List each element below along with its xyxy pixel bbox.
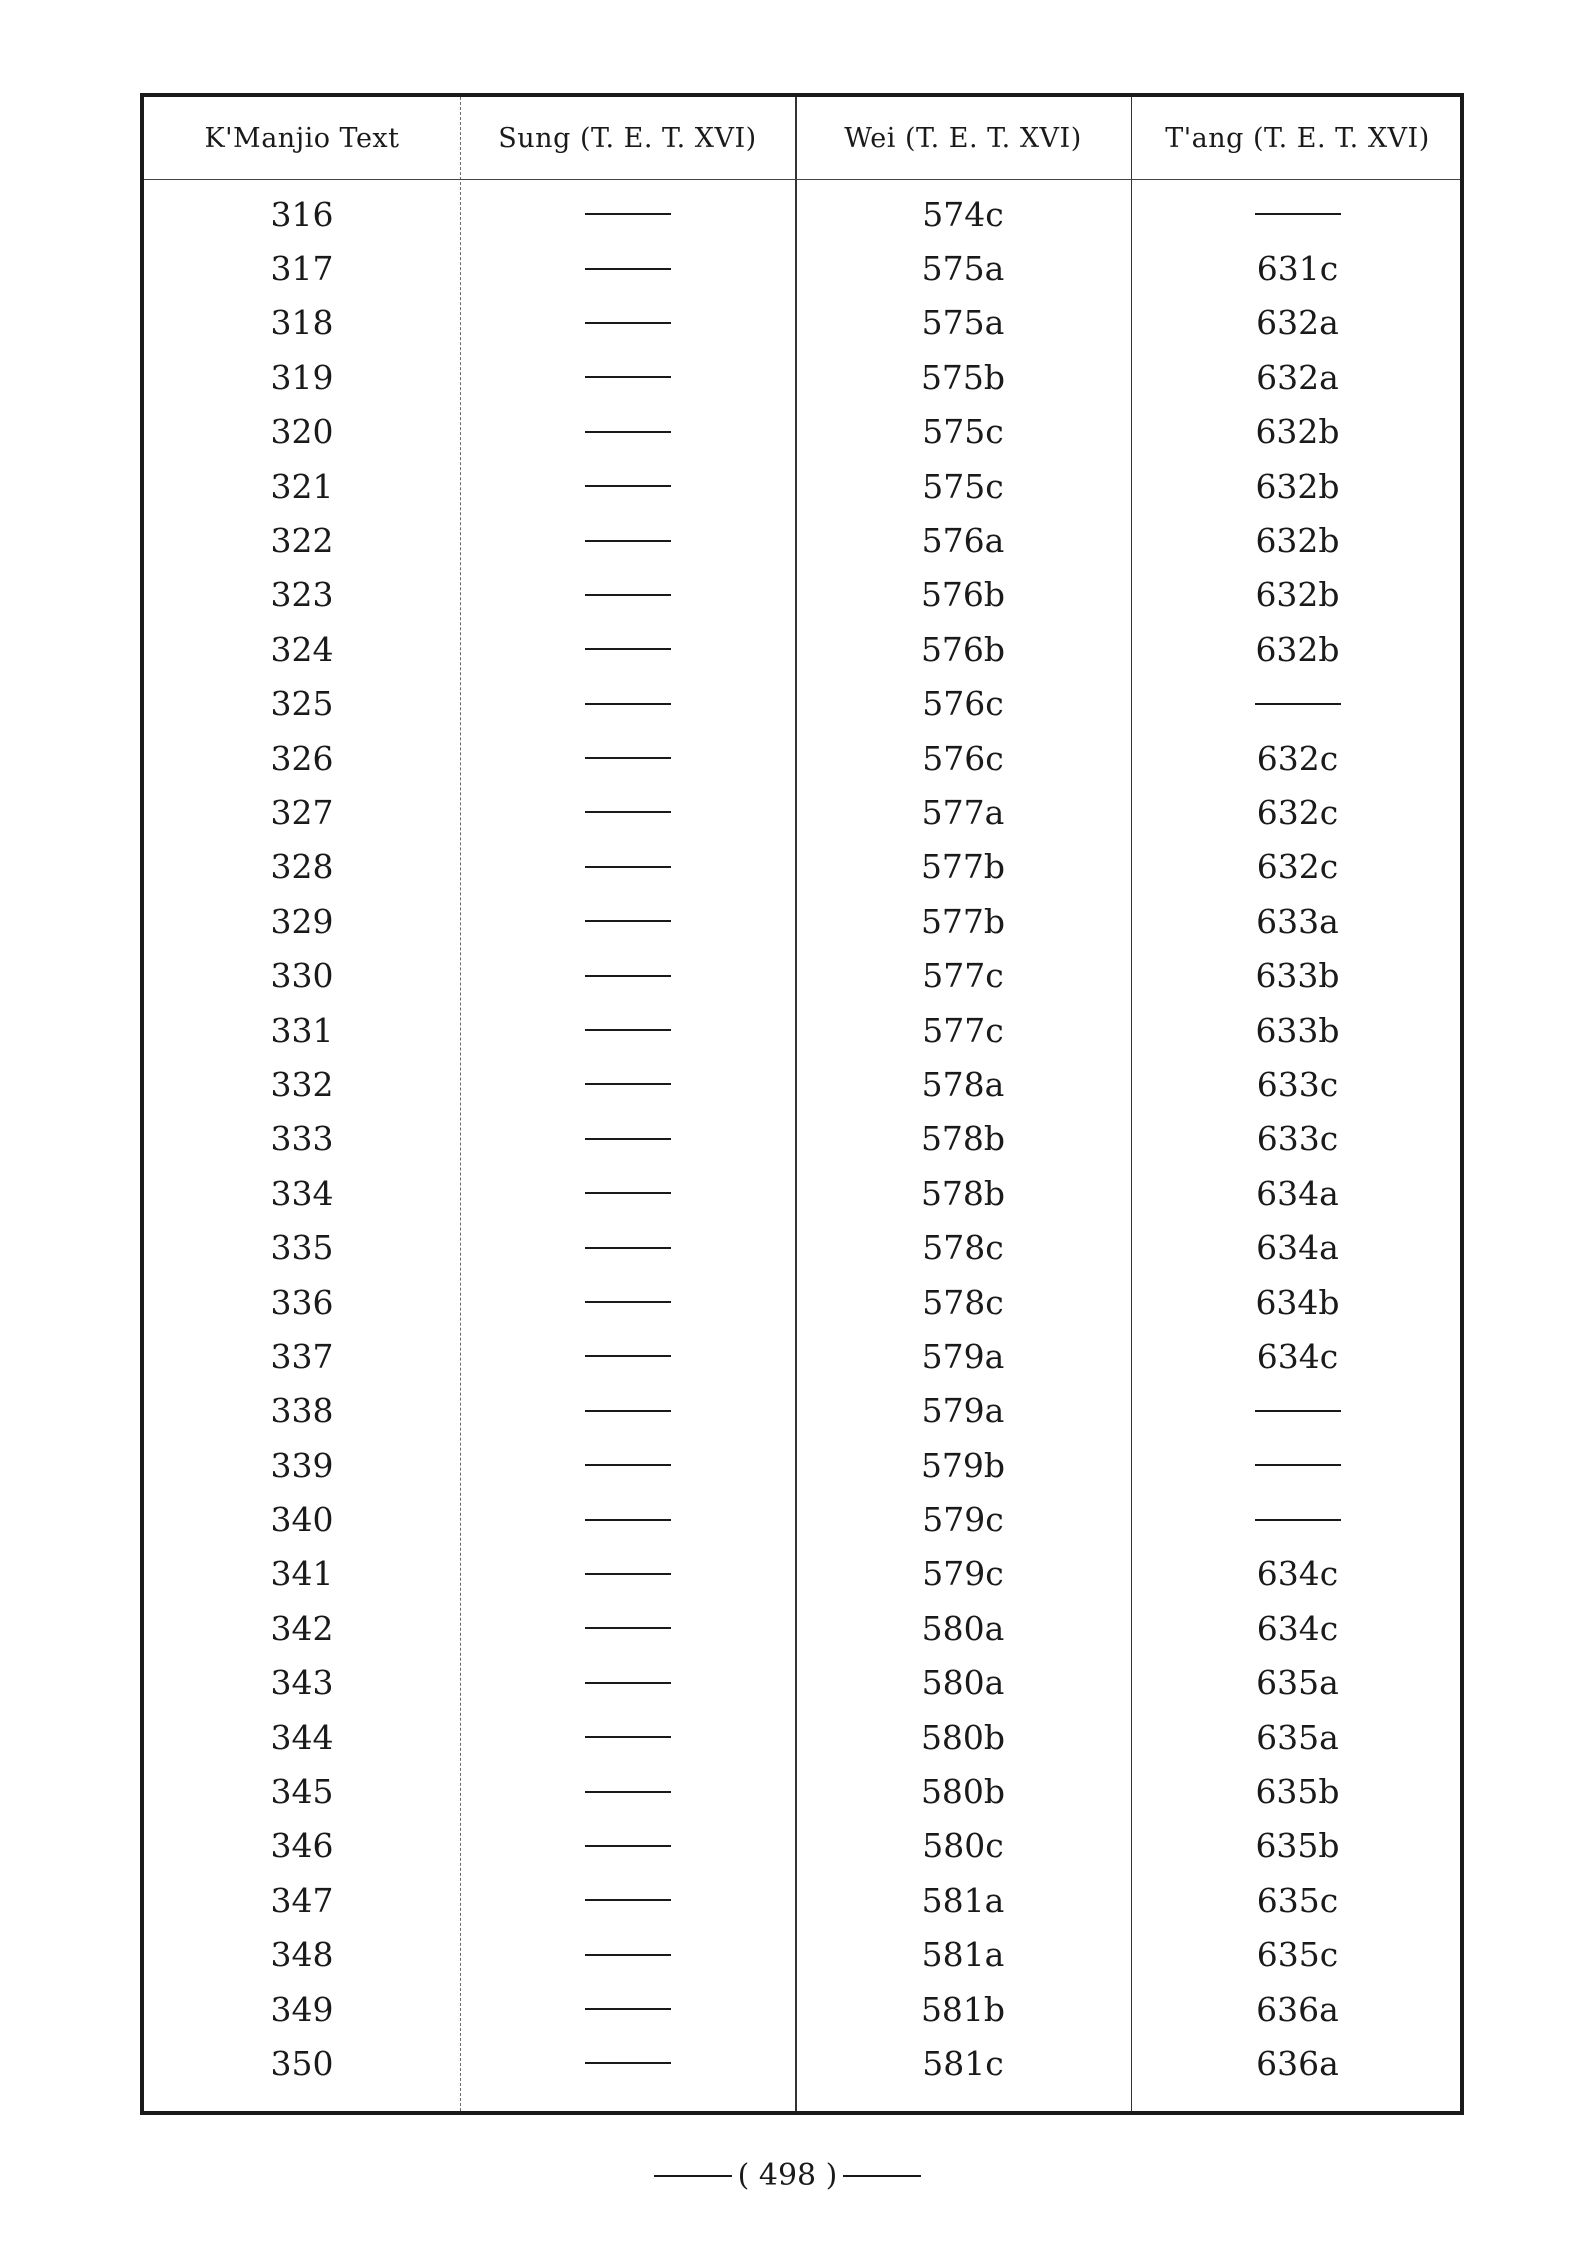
- cell-tang: 635c: [1256, 1935, 1339, 1975]
- cell-tang: 632a: [1256, 303, 1339, 343]
- cell-manjio: 324: [270, 629, 334, 669]
- cell-wei: 578b: [920, 1119, 1006, 1159]
- empty-dash: [585, 322, 671, 324]
- table-row: [144, 1329, 1460, 1383]
- table-row: [144, 948, 1460, 1002]
- cell-tang: 632b: [1255, 575, 1340, 615]
- table-row: [144, 1220, 1460, 1274]
- cell-tang: 635c: [1256, 1880, 1339, 1920]
- table-row: [144, 1438, 1460, 1492]
- cell-tang: 635b: [1255, 1772, 1340, 1812]
- cell-tang: 632b: [1255, 466, 1340, 506]
- empty-dash: [585, 1247, 671, 1249]
- cell-sung: [460, 894, 795, 948]
- empty-dash: [585, 811, 671, 813]
- cell-sung: [460, 622, 795, 676]
- cell-sung: [460, 677, 795, 731]
- cell-wei: 576a: [921, 521, 1005, 561]
- cell-manjio: 331: [270, 1010, 334, 1050]
- empty-dash: [585, 1791, 671, 1793]
- cell-wei: 577b: [920, 901, 1006, 941]
- empty-dash: [585, 648, 671, 650]
- cell-wei: 580b: [920, 1772, 1006, 1812]
- footer-rule-left: [654, 2175, 732, 2177]
- concordance-table: [140, 93, 1464, 2115]
- cell-manjio: 329: [270, 901, 334, 941]
- cell-tang: 635a: [1256, 1717, 1339, 1757]
- cell-tang: 634a: [1256, 1173, 1339, 1213]
- cell-sung: [460, 948, 795, 1002]
- empty-dash: [585, 1355, 671, 1357]
- cell-sung: [460, 459, 795, 513]
- cell-manjio: 349: [270, 1989, 334, 2029]
- empty-dash: [585, 1192, 671, 1194]
- cell-manjio: 345: [270, 1772, 334, 1812]
- empty-dash: [585, 540, 671, 542]
- cell-manjio: 342: [270, 1608, 334, 1648]
- table-row: [144, 1492, 1460, 1546]
- cell-sung: [460, 1656, 795, 1710]
- cell-tang: 635b: [1255, 1826, 1340, 1866]
- cell-wei: 578c: [922, 1228, 1004, 1268]
- table-row: [144, 1819, 1460, 1873]
- cell-tang: 634c: [1256, 1608, 1339, 1648]
- cell-tang: 632b: [1255, 412, 1340, 452]
- cell-wei: 581a: [921, 1935, 1005, 1975]
- cell-tang: 634b: [1255, 1282, 1340, 1322]
- cell-tang: 636a: [1256, 2043, 1339, 2083]
- empty-dash: [585, 703, 671, 705]
- table-row: [144, 1656, 1460, 1710]
- cell-wei: 581c: [922, 2043, 1004, 2083]
- cell-wei: 577b: [920, 847, 1006, 887]
- cell-sung: [460, 1601, 795, 1655]
- cell-manjio: 339: [270, 1445, 334, 1485]
- cell-tang: 634c: [1256, 1554, 1339, 1594]
- table-row: [144, 1112, 1460, 1166]
- empty-dash: [585, 1519, 671, 1521]
- header-tang: T'ang (T. E. T. XVI): [1165, 122, 1430, 154]
- cell-sung: [460, 1928, 795, 1982]
- cell-manjio: 338: [270, 1391, 334, 1431]
- cell-wei: 576b: [920, 629, 1006, 669]
- cell-wei: 580a: [921, 1663, 1005, 1703]
- page-footer: [0, 2158, 1575, 2193]
- cell-wei: 578c: [922, 1282, 1004, 1322]
- cell-manjio: 319: [270, 357, 334, 397]
- empty-dash: [585, 594, 671, 596]
- table-row: [144, 894, 1460, 948]
- cell-manjio: 328: [270, 847, 334, 887]
- cell-manjio: 347: [270, 1880, 334, 1920]
- cell-sung: [460, 840, 795, 894]
- cell-wei: 575b: [920, 357, 1006, 397]
- cell-sung: [460, 568, 795, 622]
- cell-manjio: 344: [270, 1717, 334, 1757]
- empty-dash: [1255, 1464, 1341, 1466]
- empty-dash: [585, 376, 671, 378]
- cell-sung: [460, 1384, 795, 1438]
- table-row: [144, 568, 1460, 622]
- cell-manjio: 340: [270, 1500, 334, 1540]
- cell-sung: [460, 1492, 795, 1546]
- page-number: ( 498 ): [737, 2158, 838, 2193]
- cell-wei: 579a: [921, 1391, 1005, 1431]
- cell-manjio: 337: [270, 1336, 334, 1376]
- cell-tang: [1131, 1384, 1464, 1438]
- cell-tang: [1131, 187, 1464, 241]
- cell-sung: [460, 1710, 795, 1764]
- cell-manjio: 348: [270, 1935, 334, 1975]
- table-row: [144, 677, 1460, 731]
- cell-tang: 632b: [1255, 521, 1340, 561]
- empty-dash: [585, 213, 671, 215]
- cell-manjio: 330: [270, 956, 334, 996]
- cell-wei: 575a: [921, 249, 1005, 289]
- table-row: [144, 622, 1460, 676]
- cell-tang: 633c: [1256, 1119, 1339, 1159]
- cell-wei: 578a: [921, 1064, 1005, 1104]
- cell-tang: 636a: [1256, 1989, 1339, 2029]
- cell-manjio: 325: [270, 684, 334, 724]
- empty-dash: [585, 1410, 671, 1412]
- cell-manjio: 323: [270, 575, 334, 615]
- empty-dash: [585, 2062, 671, 2064]
- empty-dash: [1255, 213, 1341, 215]
- cell-manjio: 318: [270, 303, 334, 343]
- cell-sung: [460, 187, 795, 241]
- table-row: [144, 1982, 1460, 2036]
- cell-wei: 581b: [920, 1989, 1006, 2029]
- cell-sung: [460, 1982, 795, 2036]
- table-row: [144, 1057, 1460, 1111]
- empty-dash: [585, 1954, 671, 1956]
- table-row: [144, 405, 1460, 459]
- cell-wei: 576c: [922, 738, 1004, 778]
- cell-tang: 633b: [1255, 956, 1340, 996]
- empty-dash: [585, 1029, 671, 1031]
- cell-wei: 575c: [922, 412, 1004, 452]
- table-row: [144, 1601, 1460, 1655]
- empty-dash: [585, 1138, 671, 1140]
- table-row: [144, 840, 1460, 894]
- cell-tang: [1131, 1438, 1464, 1492]
- empty-dash: [585, 920, 671, 922]
- cell-manjio: 320: [270, 412, 334, 452]
- cell-sung: [460, 1764, 795, 1818]
- empty-dash: [585, 1301, 671, 1303]
- cell-sung: [460, 296, 795, 350]
- cell-wei: 580c: [922, 1826, 1004, 1866]
- empty-dash: [585, 1845, 671, 1847]
- table-row: [144, 1928, 1460, 1982]
- cell-wei: 576b: [920, 575, 1006, 615]
- empty-dash: [585, 1627, 671, 1629]
- empty-dash: [585, 1464, 671, 1466]
- cell-wei: 579a: [921, 1336, 1005, 1376]
- cell-manjio: 321: [270, 466, 334, 506]
- cell-tang: 632c: [1256, 738, 1339, 778]
- empty-dash: [585, 431, 671, 433]
- table-row: [144, 1873, 1460, 1927]
- header-wei: Wei (T. E. T. XVI): [844, 122, 1082, 154]
- table-row: [144, 296, 1460, 350]
- table-row: [144, 350, 1460, 404]
- header-manjio-text: K'Manjio Text: [204, 122, 400, 154]
- cell-tang: 635a: [1256, 1663, 1339, 1703]
- empty-dash: [585, 2008, 671, 2010]
- cell-tang: 632a: [1256, 357, 1339, 397]
- cell-tang: 632b: [1255, 629, 1340, 669]
- cell-wei: 577a: [921, 792, 1005, 832]
- cell-tang: [1131, 1492, 1464, 1546]
- cell-wei: 579c: [922, 1554, 1004, 1594]
- cell-sung: [460, 1112, 795, 1166]
- empty-dash: [585, 866, 671, 868]
- cell-manjio: 317: [270, 249, 334, 289]
- empty-dash: [585, 1573, 671, 1575]
- cell-tang: 634a: [1256, 1228, 1339, 1268]
- cell-wei: 579b: [920, 1445, 1006, 1485]
- table-row: [144, 1547, 1460, 1601]
- cell-manjio: 350: [270, 2043, 334, 2083]
- cell-sung: [460, 1438, 795, 1492]
- empty-dash: [585, 268, 671, 270]
- cell-manjio: 316: [270, 194, 334, 234]
- cell-tang: 632c: [1256, 847, 1339, 887]
- empty-dash: [1255, 1519, 1341, 1521]
- cell-tang: 633b: [1255, 1010, 1340, 1050]
- cell-sung: [460, 2036, 795, 2090]
- table-body: [144, 187, 1460, 2091]
- cell-manjio: 336: [270, 1282, 334, 1322]
- cell-tang: 632c: [1256, 792, 1339, 832]
- table-row: [144, 785, 1460, 839]
- table-row: [144, 1003, 1460, 1057]
- cell-sung: [460, 1329, 795, 1383]
- cell-wei: 578b: [920, 1173, 1006, 1213]
- cell-wei: 577c: [922, 956, 1004, 996]
- empty-dash: [585, 1899, 671, 1901]
- table-row: [144, 1275, 1460, 1329]
- table-row: [144, 1710, 1460, 1764]
- cell-wei: 577c: [922, 1010, 1004, 1050]
- table-row: [144, 187, 1460, 241]
- cell-wei: 580a: [921, 1608, 1005, 1648]
- table-row: [144, 241, 1460, 295]
- table-row: [144, 731, 1460, 785]
- cell-manjio: 333: [270, 1119, 334, 1159]
- table-row: [144, 459, 1460, 513]
- cell-sung: [460, 1057, 795, 1111]
- cell-sung: [460, 1166, 795, 1220]
- footer-rule-right: [843, 2175, 921, 2177]
- cell-sung: [460, 731, 795, 785]
- cell-wei: 575c: [922, 466, 1004, 506]
- table-row: [144, 1166, 1460, 1220]
- empty-dash: [1255, 703, 1341, 705]
- cell-wei: 579c: [922, 1500, 1004, 1540]
- cell-sung: [460, 350, 795, 404]
- cell-tang: 634c: [1256, 1336, 1339, 1376]
- cell-manjio: 343: [270, 1663, 334, 1703]
- cell-wei: 580b: [920, 1717, 1006, 1757]
- cell-sung: [460, 513, 795, 567]
- empty-dash: [585, 1682, 671, 1684]
- table-row: [144, 2036, 1460, 2090]
- cell-tang: [1131, 677, 1464, 731]
- cell-manjio: 335: [270, 1228, 334, 1268]
- cell-manjio: 346: [270, 1826, 334, 1866]
- cell-manjio: 326: [270, 738, 334, 778]
- cell-sung: [460, 1275, 795, 1329]
- empty-dash: [585, 1083, 671, 1085]
- table-row: [144, 1384, 1460, 1438]
- cell-tang: 633a: [1256, 901, 1339, 941]
- cell-sung: [460, 1547, 795, 1601]
- cell-sung: [460, 1819, 795, 1873]
- cell-manjio: 322: [270, 521, 334, 561]
- cell-sung: [460, 241, 795, 295]
- cell-tang: 631c: [1256, 249, 1339, 289]
- table-row: [144, 1764, 1460, 1818]
- cell-manjio: 334: [270, 1173, 334, 1213]
- cell-sung: [460, 405, 795, 459]
- empty-dash: [585, 757, 671, 759]
- cell-tang: 633c: [1256, 1064, 1339, 1104]
- cell-wei: 575a: [921, 303, 1005, 343]
- empty-dash: [1255, 1410, 1341, 1412]
- cell-sung: [460, 1003, 795, 1057]
- cell-wei: 574c: [922, 194, 1004, 234]
- table-row: [144, 513, 1460, 567]
- empty-dash: [585, 975, 671, 977]
- cell-manjio: 327: [270, 792, 334, 832]
- cell-sung: [460, 1873, 795, 1927]
- cell-manjio: 332: [270, 1064, 334, 1104]
- table-header-row: [144, 97, 1460, 180]
- empty-dash: [585, 485, 671, 487]
- header-sung: Sung (T. E. T. XVI): [498, 122, 757, 154]
- cell-manjio: 341: [270, 1554, 334, 1594]
- empty-dash: [585, 1736, 671, 1738]
- cell-sung: [460, 1220, 795, 1274]
- cell-wei: 576c: [922, 684, 1004, 724]
- cell-sung: [460, 785, 795, 839]
- cell-wei: 581a: [921, 1880, 1005, 1920]
